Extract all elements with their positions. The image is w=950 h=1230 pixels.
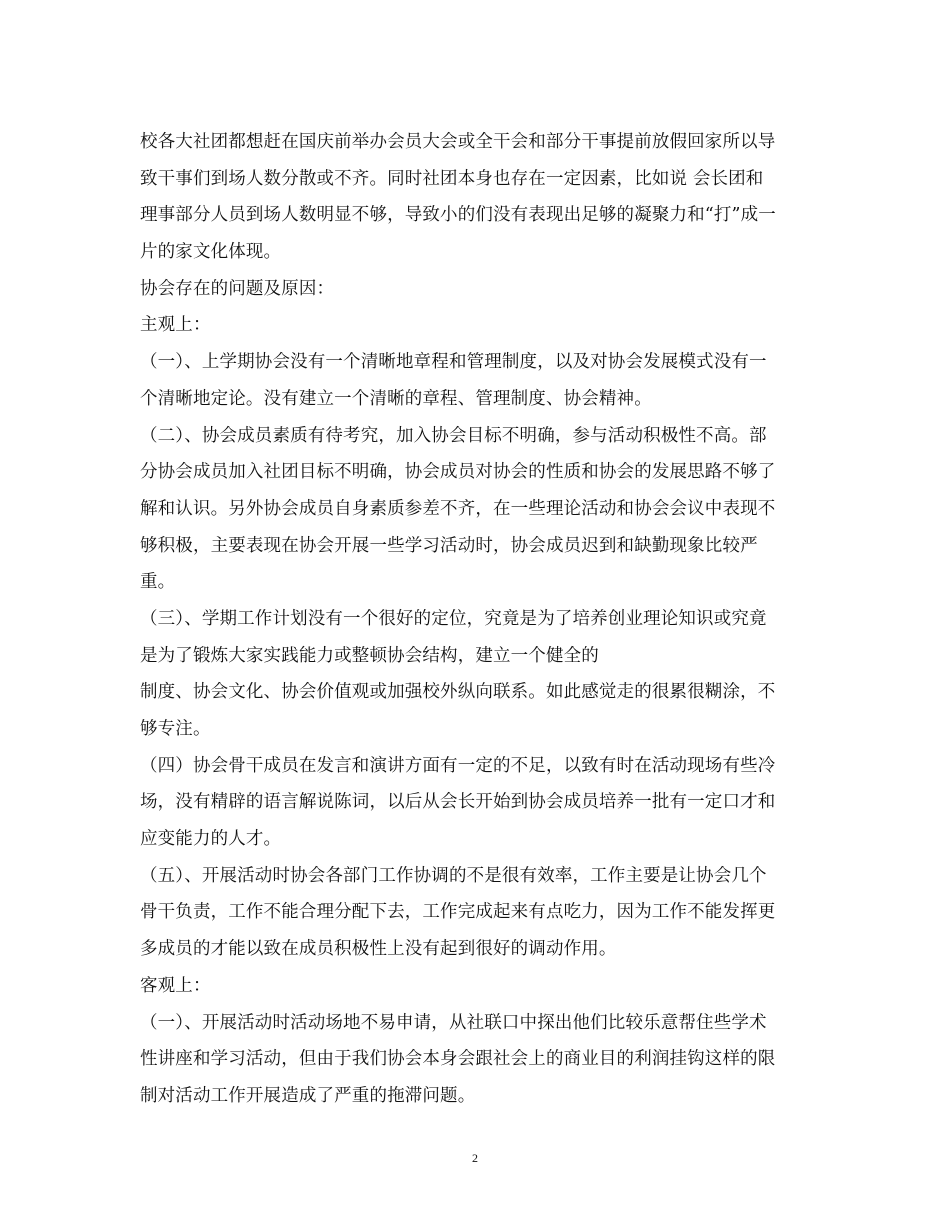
page-number: 2 [472,1151,478,1165]
text-line: 理事部分人员到场人数明显不够，导致小的们没有表现出足够的凝聚力和“打”成一 [140,205,776,226]
subsection-heading: 客观上： [140,975,211,996]
text-line: 解和认识。另外协会成员自身素质参差不齐，在一些理论活动和协会会议中表现不 [140,498,776,519]
text-line: 够积极，主要表现在协会开展一些学习活动时，协会成员迟到和缺勤现象比较严 [140,535,758,556]
text-line: 性讲座和学习活动，但由于我们协会本身会跟社会上的商业目的利润挂钩这样的限 [140,1049,776,1070]
text-line: （三）、学期工作计划没有一个很好的定位，究竟是为了培养创业理论知识或究竟 [140,608,767,629]
text-line: 够专注。 [140,719,211,739]
text-line: 制度、协会文化、协会价值观或加强校外纵向联系。如此感觉走的很累很糊涂，不 [140,682,776,703]
text-line: 片的家文化体现。 [140,242,282,263]
text-line: 应变能力的人才。 [140,829,282,850]
text-line: （四）协会骨干成员在发言和演讲方面有一定的不足，以致有时在活动现场有些冷 [140,755,776,776]
text-line: （一）、上学期协会没有一个清晰地章程和管理制度，以及对协会发展模式没有一 [140,352,767,373]
text-line: 多成员的才能以致在成员积极性上没有起到很好的调动作用。 [140,939,617,960]
text-line: （二）、协会成员素质有待考究，加入协会目标不明确，参与活动积极性不高。部 [140,425,767,446]
text-line: 个清晰地定论。没有建立一个清晰的章程、管理制度、协会精神。 [140,388,652,409]
body-text [140,124,820,1115]
subsection-heading: 主观上： [140,315,211,336]
text-line: 制对活动工作开展造成了严重的拖滞问题。 [140,1085,476,1106]
text-line: 场，没有精辟的语言解说陈词，以后从会长开始到协会成员培养一批有一定口才和 [140,792,776,813]
text-line: 是为了锻炼大家实践能力或整顿协会结构，建立一个健全的 [140,645,599,666]
text-line: 分协会成员加入社团目标不明确，协会成员对协会的性质和协会的发展思路不够了 [140,462,776,483]
text-line: 骨干负责，工作不能合理分配下去，工作完成起来有点吃力，因为工作不能发挥更 [140,902,776,923]
text-line: 致干事们到场人数分散或不齐。同时社团本身也存在一定因素，比如说 会长团和 [140,168,764,189]
text-line: （一）、开展活动时活动场地不易申请，从社联口中探出他们比较乐意帮住些学术 [140,1012,767,1033]
section-heading: 协会存在的问题及原因： [140,278,335,299]
text-line: （五）、开展活动时协会各部门工作协调的不是很有效率，工作主要是让协会几个 [140,865,767,886]
text-line: 重。 [140,572,176,593]
text-line: 校各大社团都想赶在国庆前举办会员大会或全干会和部分干事提前放假回家所以导 [140,132,776,152]
